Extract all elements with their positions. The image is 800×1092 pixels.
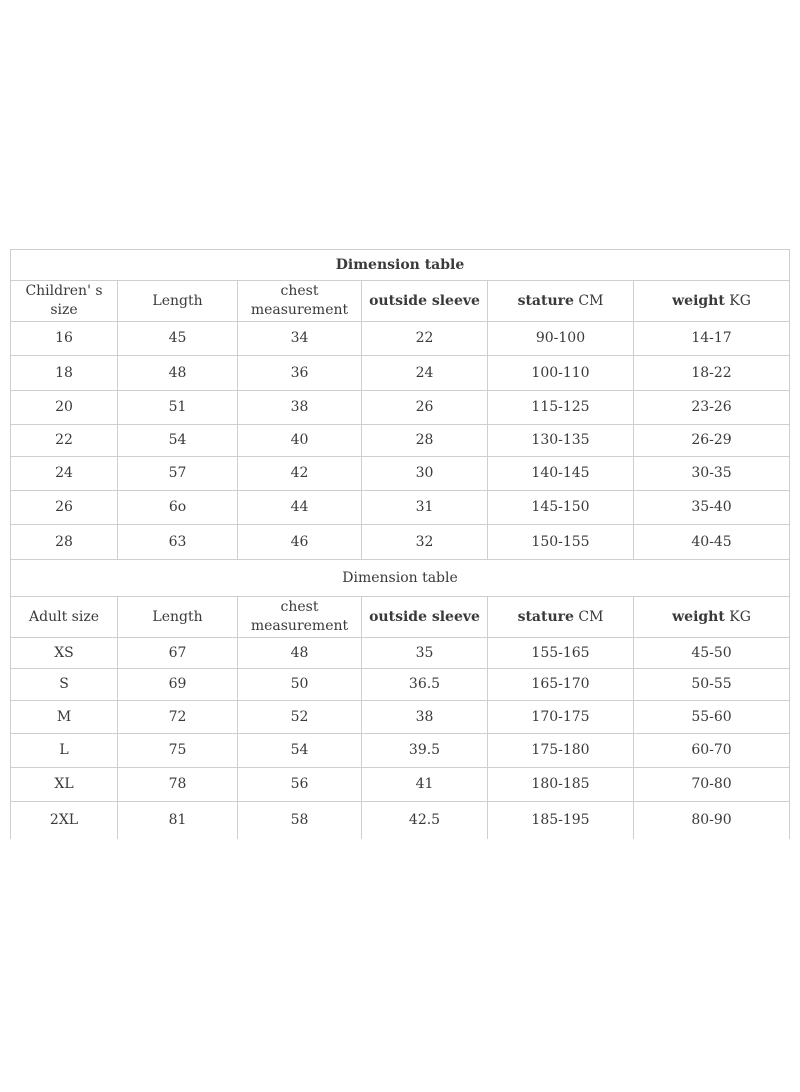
stature-header <box>488 597 634 638</box>
stature-cell: 145-150 <box>488 491 634 525</box>
table-row <box>11 701 790 734</box>
adult-size-header: Adult size <box>11 597 118 638</box>
stature-cell: 155-165 <box>488 638 634 669</box>
sleeve-cell: 30 <box>362 457 488 491</box>
dimension-table <box>10 249 790 839</box>
weight-label: weight <box>672 292 725 309</box>
table-row <box>11 457 790 491</box>
chest-cell: 50 <box>238 669 362 701</box>
weight-cell: 26-29 <box>634 425 790 457</box>
length-cell: 51 <box>118 391 238 425</box>
table-row <box>11 425 790 457</box>
chest-cell: 46 <box>238 525 362 560</box>
weight-unit: KG <box>729 608 751 625</box>
size-cell: 26 <box>11 491 118 525</box>
table-row <box>11 802 790 840</box>
chest-cell: 58 <box>238 802 362 840</box>
size-cell: L <box>11 734 118 768</box>
length-header: Length <box>118 281 238 322</box>
table-row <box>11 638 790 669</box>
table-row <box>11 768 790 802</box>
size-cell: XS <box>11 638 118 669</box>
length-cell: 48 <box>118 356 238 391</box>
weight-cell: 23-26 <box>634 391 790 425</box>
length-header: Length <box>118 597 238 638</box>
table-row <box>11 525 790 560</box>
length-cell: 67 <box>118 638 238 669</box>
stature-cell: 165-170 <box>488 669 634 701</box>
weight-cell: 35-40 <box>634 491 790 525</box>
length-cell: 75 <box>118 734 238 768</box>
size-cell: 28 <box>11 525 118 560</box>
sleeve-cell: 28 <box>362 425 488 457</box>
chest-cell: 48 <box>238 638 362 669</box>
adult_table-title-row <box>11 560 790 597</box>
chest-cell: 56 <box>238 768 362 802</box>
stature-cell: 170-175 <box>488 701 634 734</box>
table-row <box>11 734 790 768</box>
weight-cell: 60-70 <box>634 734 790 768</box>
weight-cell: 14-17 <box>634 322 790 356</box>
length-cell: 69 <box>118 669 238 701</box>
weight-unit: KG <box>729 292 751 309</box>
length-cell: 78 <box>118 768 238 802</box>
size-cell: 2XL <box>11 802 118 840</box>
size-cell: S <box>11 669 118 701</box>
length-cell: 72 <box>118 701 238 734</box>
stature-unit: CM <box>578 608 604 625</box>
stature-cell: 150-155 <box>488 525 634 560</box>
sleeve-cell: 35 <box>362 638 488 669</box>
stature-cell: 100-110 <box>488 356 634 391</box>
stature-cell: 175-180 <box>488 734 634 768</box>
sleeve-header: outside sleeve <box>362 281 488 322</box>
weight-cell: 80-90 <box>634 802 790 840</box>
length-cell: 57 <box>118 457 238 491</box>
weight-label: weight <box>672 608 725 625</box>
weight-cell: 45-50 <box>634 638 790 669</box>
sleeve-cell: 41 <box>362 768 488 802</box>
stature-cell: 90-100 <box>488 322 634 356</box>
sleeve-header: outside sleeve <box>362 597 488 638</box>
stature-cell: 115-125 <box>488 391 634 425</box>
weight-cell: 30-35 <box>634 457 790 491</box>
stature-cell: 130-135 <box>488 425 634 457</box>
stature-cell: 140-145 <box>488 457 634 491</box>
stature-label: stature <box>517 292 574 309</box>
adult_table-title: Dimension table <box>11 560 790 597</box>
weight-header <box>634 281 790 322</box>
stature-label: stature <box>517 608 574 625</box>
weight-cell: 70-80 <box>634 768 790 802</box>
chest-cell: 40 <box>238 425 362 457</box>
table-row <box>11 322 790 356</box>
size-chart <box>10 249 789 839</box>
size-cell: M <box>11 701 118 734</box>
sleeve-cell: 42.5 <box>362 802 488 840</box>
sleeve-cell: 26 <box>362 391 488 425</box>
sleeve-cell: 36.5 <box>362 669 488 701</box>
weight-header <box>634 597 790 638</box>
sleeve-cell: 24 <box>362 356 488 391</box>
chest-cell: 36 <box>238 356 362 391</box>
table-row <box>11 391 790 425</box>
chest-header: chest measurement <box>238 281 362 322</box>
chest-header: chest measurement <box>238 597 362 638</box>
children_table-header-row <box>11 281 790 322</box>
chest-cell: 42 <box>238 457 362 491</box>
length-cell: 54 <box>118 425 238 457</box>
adult_table-header-row <box>11 597 790 638</box>
children_table-title-row <box>11 250 790 281</box>
sleeve-cell: 32 <box>362 525 488 560</box>
stature-header <box>488 281 634 322</box>
weight-cell: 40-45 <box>634 525 790 560</box>
sleeve-cell: 38 <box>362 701 488 734</box>
sleeve-cell: 31 <box>362 491 488 525</box>
size-cell: 22 <box>11 425 118 457</box>
length-cell: 63 <box>118 525 238 560</box>
table-row <box>11 491 790 525</box>
size-cell: 16 <box>11 322 118 356</box>
length-cell: 81 <box>118 802 238 840</box>
chest-cell: 34 <box>238 322 362 356</box>
sleeve-cell: 22 <box>362 322 488 356</box>
weight-cell: 55-60 <box>634 701 790 734</box>
weight-cell: 50-55 <box>634 669 790 701</box>
chest-cell: 38 <box>238 391 362 425</box>
table-row <box>11 669 790 701</box>
size-cell: 20 <box>11 391 118 425</box>
size-cell: XL <box>11 768 118 802</box>
length-cell: 6o <box>118 491 238 525</box>
length-cell: 45 <box>118 322 238 356</box>
chest-cell: 54 <box>238 734 362 768</box>
stature-unit: CM <box>578 292 604 309</box>
chest-cell: 44 <box>238 491 362 525</box>
children_table-title: Dimension table <box>11 250 790 281</box>
chest-cell: 52 <box>238 701 362 734</box>
weight-cell: 18-22 <box>634 356 790 391</box>
sleeve-cell: 39.5 <box>362 734 488 768</box>
stature-cell: 185-195 <box>488 802 634 840</box>
size-cell: 24 <box>11 457 118 491</box>
children-size-header: Children' s size <box>11 281 118 322</box>
size-cell: 18 <box>11 356 118 391</box>
table-row <box>11 356 790 391</box>
stature-cell: 180-185 <box>488 768 634 802</box>
